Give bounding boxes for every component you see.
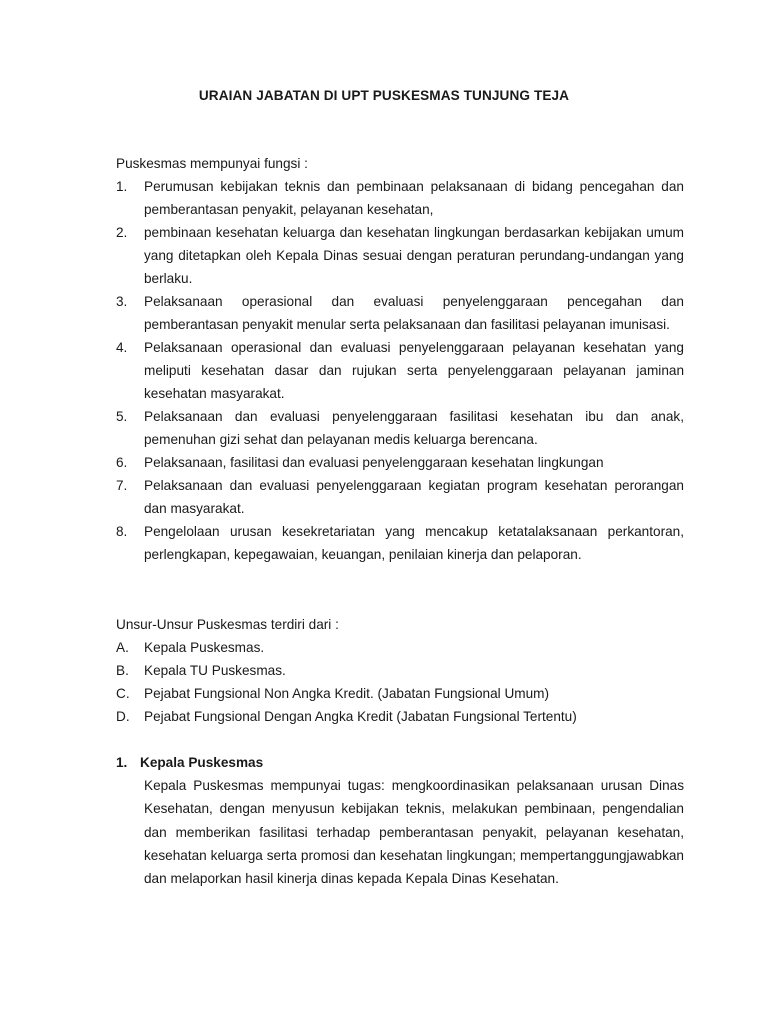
list-item-number: 7. bbox=[116, 478, 128, 493]
list-item bbox=[116, 682, 684, 705]
list-item-text: Perumusan kebijakan teknis dan pembinaan pelaksanaan di bidang pencegahan dan pemberantasan penyakit, pelayanan kesehatan, bbox=[144, 179, 684, 217]
list-item-number: 8. bbox=[116, 524, 128, 539]
section-number: 1. bbox=[116, 755, 128, 770]
section-heading-text: Kepala Puskesmas bbox=[140, 755, 264, 770]
list-item bbox=[116, 405, 684, 451]
list-item-letter: B. bbox=[116, 663, 129, 678]
list-item-text: Pelaksanaan dan evaluasi penyelenggaraan fasilitasi kesehatan ibu dan anak, pemenuhan gizi sehat dan pelayanan medis keluarga berencana. bbox=[144, 409, 684, 447]
list-item-number: 2. bbox=[116, 225, 128, 240]
section-paragraph: Kepala Puskesmas mempunyai tugas: mengkoordinasikan pelaksanaan urusan Dinas Kesehatan, dengan menyusun kebijakan teknis, melakukan pembinaan, pengendalian dan memberikan fasilitasi terhadap pemberantasan penyakit, pelayanan kesehatan, kesehatan keluarga serta promosi dan kesehatan lingkungan; mempertanggungjawabkan dan melaporkan hasil kinerja dinas kepada Kepala Dinas Kesehatan. bbox=[144, 778, 684, 887]
fungsi-intro: Puskesmas mempunyai fungsi : bbox=[116, 156, 308, 171]
unsur-section bbox=[116, 613, 684, 728]
list-item bbox=[116, 520, 684, 566]
list-item-text: Pejabat Fungsional Non Angka Kredit. (Jabatan Fungsional Umum) bbox=[144, 686, 550, 701]
list-item-text: Pelaksanaan operasional dan evaluasi penyelenggaraan pelayanan kesehatan yang meliputi kesehatan dasar dan rujukan serta penyelenggaraan pelayanan jaminan kesehatan masyarakat. bbox=[144, 340, 684, 401]
unsur-intro: Unsur-Unsur Puskesmas terdiri dari : bbox=[116, 617, 339, 632]
list-item-text: Pengelolaan urusan kesekretariatan yang mencakup ketatalaksanaan perkantoran, perlengkapan, kepegawaian, keuangan, penilaian kinerja dan pelaporan. bbox=[144, 524, 684, 562]
list-item bbox=[116, 659, 684, 682]
list-item-letter: D. bbox=[116, 709, 130, 724]
list-item-text: Pelaksanaan operasional dan evaluasi penyelenggaraan pencegahan dan pemberantasan penyakit menular serta pelaksanaan dan fasilitasi pelayanan imunisasi. bbox=[144, 294, 684, 332]
fungsi-list bbox=[116, 175, 684, 566]
section-heading bbox=[116, 751, 684, 774]
unsur-list bbox=[116, 636, 684, 728]
list-item-number: 4. bbox=[116, 340, 128, 355]
list-item-letter: A. bbox=[116, 640, 129, 655]
list-item-text: Pelaksanaan, fasilitasi dan evaluasi penyelenggaraan kesehatan lingkungan bbox=[144, 455, 604, 470]
list-item-text: Pejabat Fungsional Dengan Angka Kredit (Jabatan Fungsional Tertentu) bbox=[144, 709, 577, 724]
list-item-number: 5. bbox=[116, 409, 128, 424]
list-item bbox=[116, 336, 684, 405]
list-item bbox=[116, 705, 684, 728]
list-item-letter: C. bbox=[116, 686, 130, 701]
kepala-section bbox=[116, 751, 684, 890]
list-item-text: Pelaksanaan dan evaluasi penyelenggaraan kegiatan program kesehatan perorangan dan masyarakat. bbox=[144, 478, 684, 516]
document-title: URAIAN JABATAN DI UPT PUSKESMAS TUNJUNG TEJA bbox=[198, 88, 570, 103]
list-item-number: 3. bbox=[116, 294, 128, 309]
fungsi-section bbox=[116, 152, 684, 566]
list-item-text: pembinaan kesehatan keluarga dan kesehatan lingkungan berdasarkan kebijakan umum yang ditetapkan oleh Kepala Dinas sesuai dengan peraturan perundang-undangan yang berlaku. bbox=[144, 225, 684, 286]
list-item bbox=[116, 636, 684, 659]
list-item bbox=[116, 290, 684, 336]
list-item bbox=[116, 451, 684, 474]
list-item bbox=[116, 221, 684, 290]
list-item bbox=[116, 175, 684, 221]
list-item bbox=[116, 474, 684, 520]
list-item-number: 1. bbox=[116, 179, 128, 194]
list-item-text: Kepala Puskesmas. bbox=[144, 640, 265, 655]
list-item-text: Kepala TU Puskesmas. bbox=[144, 663, 286, 678]
list-item-number: 6. bbox=[116, 455, 128, 470]
